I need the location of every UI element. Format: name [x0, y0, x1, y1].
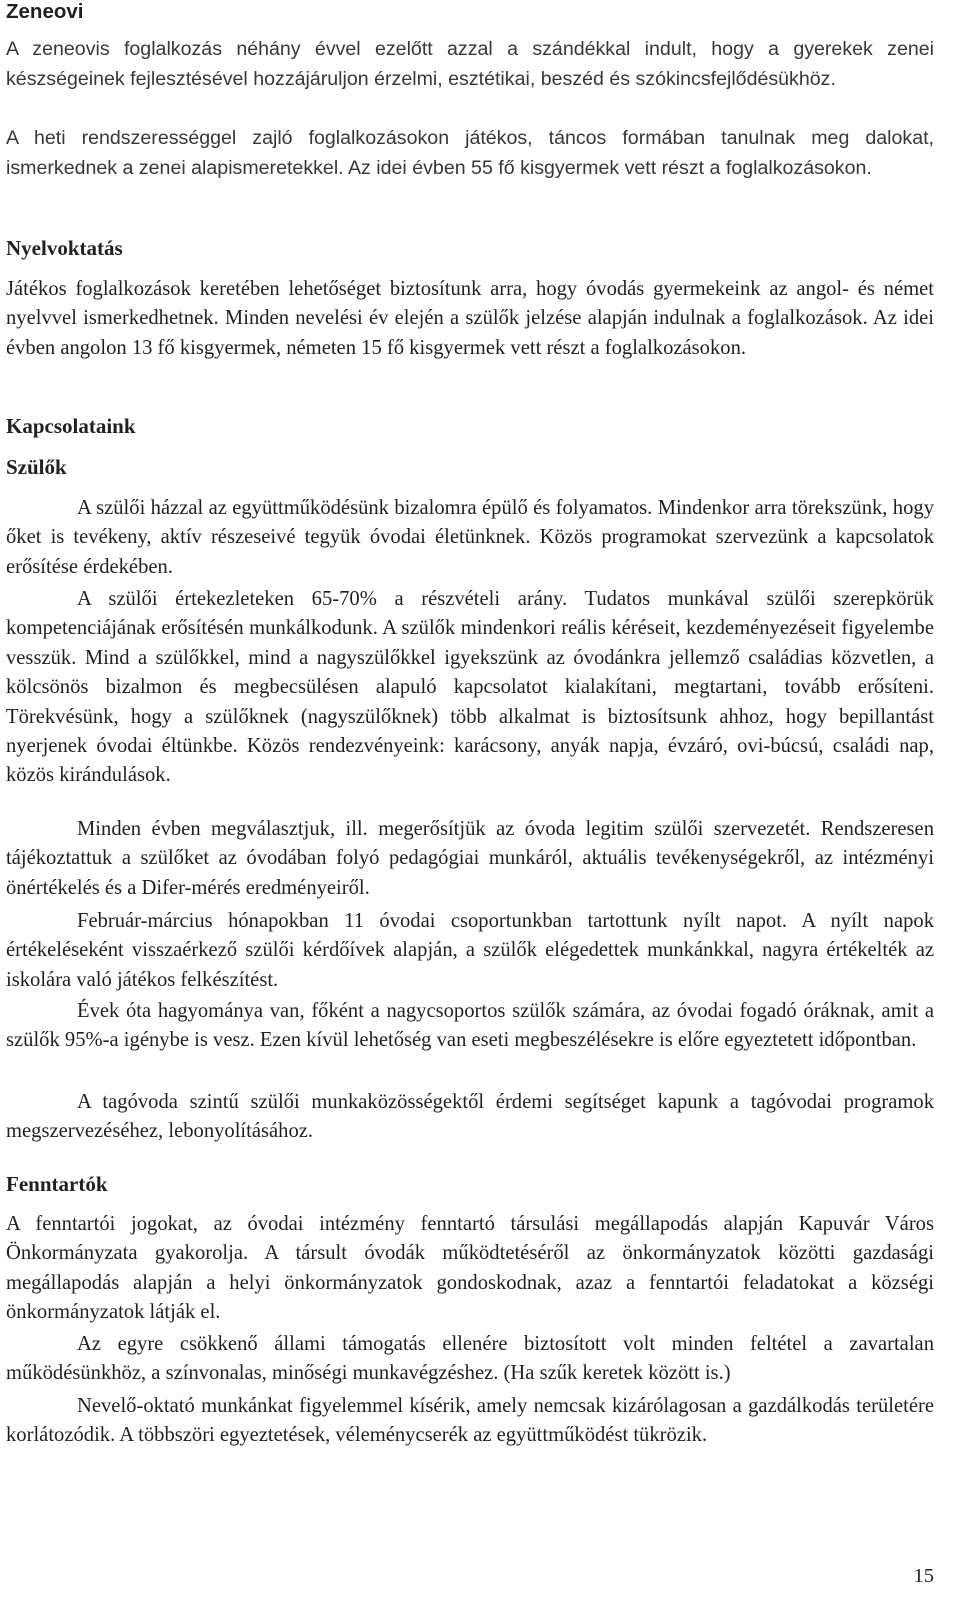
fenntartok-paragraph-2: [6, 1330, 934, 1389]
paragraph: Február-március hónapokban 11 óvodai csoportunkban tartottunk nyílt napot. A nyílt napok értékeléseként visszaérkező szülői kérdőívek alapján, a szülők elégedettek munkánkkal, nagyra értékelték az iskolára való játékos felkészítést.: [6, 910, 934, 991]
zeneovi-paragraph-1: [6, 35, 934, 94]
szulok-paragraph-1: [6, 494, 934, 582]
fenntartok-paragraph-3: [6, 1392, 934, 1451]
fenntartok-paragraph-1: [6, 1210, 934, 1328]
nyelvoktatas-paragraph-1: [6, 275, 934, 363]
paragraph: A fenntartói jogokat, az óvodai intézmény fenntartó társulási megállapodás alapján Kapuvár Város Önkormányzata gyakorolja. A társult óvodák működtetéséről az önkormányzatok közötti gazdasági megállapodás alapján a helyi önkormányzatok gondoskodnak, azaz a fenntartói feladatokat a községi önkormányzatok látják el.: [6, 1213, 934, 1324]
page-number: 15: [913, 1565, 934, 1587]
paragraph: Játékos foglalkozások keretében lehetőséget biztosítunk arra, hogy óvodás gyermekeink az angol- és német nyelvvel ismerkedhetnek. Minden nevelési év elején a szülők jelzése alapján indulnak a foglalkozások. Az idei évben angolon 13 fő kisgyermek, németen 15 fő kisgyermek vett részt a foglalkozásokon.: [6, 278, 934, 359]
paragraph: A szülői értekezleteken 65-70% a részvételi arány. Tudatos munkával szülői szerepkörük kompetenciájának erősítésén munkálkodunk. A szülők mindenkori reális kéréseit, kezdeményezéseit figyelembe vesszük. Mind a szülőkkel, mind a nagyszülőkkel igyekszünk az óvodánkra jellemző családias közvetlen, a kölcsönös bizalmon és megbecsülésen alapuló kapcsolatot kialakítani, megtartani, tovább erősíteni. Törekvésünk, hogy a szülőknek (nagyszülőknek) több alkalmat is biztosítsunk ahhoz, hogy bepillantást nyerjenek óvodai éltünkbe. Közös rendezvényeink: karácsony, anyák napja, évzáró, ovi-búcsú, családi nap, közös kirándulások.: [6, 588, 934, 787]
section-heading-nyelvoktatas: Nyelvoktatás: [6, 236, 123, 260]
paragraph: A tagóvoda szintű szülői munkaközösségektől érdemi segítséget kapunk a tagóvodai programok megszervezéséhez, lebonyolításához.: [6, 1091, 934, 1143]
paragraph: Nevelő-oktató munkánkat figyelemmel kísérik, amely nemcsak kizárólagosan a gazdálkodás területére korlátozódik. A többszöri egyeztetések, véleménycserék az együttműködést tükrözik.: [6, 1395, 934, 1447]
section-heading-zeneovi: Zeneovi: [6, 0, 84, 23]
section-heading-fenntartok: Fenntartók: [6, 1172, 108, 1196]
paragraph: A zeneovis foglalkozás néhány évvel ezelőtt azzal a szándékkal indult, hogy a gyerekek zenei készségeinek fejlesztésével hozzájáruljon érzelmi, esztétikai, beszéd és szókincsfejlődésükhöz.: [6, 38, 934, 90]
section-heading-kapcsolataink: Kapcsolataink: [6, 414, 136, 438]
paragraph: A szülői házzal az együttműködésünk bizalomra épülő és folyamatos. Mindenkor arra törekszünk, hogy őket is tevékeny, aktív részeseivé tegyük óvodai életünknek. Közös programokat szervezünk a kapcsolatok erősítése érdekében.: [6, 497, 934, 578]
paragraph: A heti rendszerességgel zajló foglalkozásokon játékos, táncos formában tanulnak meg dalokat, ismerkednek a zenei alapismeretekkel. Az idei évben 55 fő kisgyermek vett részt a foglalkozásokon.: [6, 127, 934, 179]
paragraph: Évek óta hagyománya van, főként a nagycsoportos szülők számára, az óvodai fogadó óráknak, amit a szülők 95%-a igénybe is vesz. Ezen kívül lehetőség van eseti megbeszélésekre is előre egyeztetett időpontban.: [6, 1000, 934, 1052]
szulok-paragraph-2: [6, 585, 934, 791]
szulok-paragraph-3: [6, 815, 934, 903]
subsection-heading-szulok: Szülők: [6, 455, 67, 479]
szulok-paragraph-6: [6, 1088, 934, 1147]
szulok-paragraph-4: [6, 907, 934, 995]
zeneovi-paragraph-2: [6, 124, 934, 183]
paragraph: Minden évben megválasztjuk, ill. megerősítjük az óvoda legitim szülői szervezetét. Rendszeresen tájékoztattuk a szülőket az óvodában folyó pedagógiai munkáról, aktuális tevékenységekről, az intézményi önértékelés és a Difer-mérés eredményeiről.: [6, 818, 934, 899]
paragraph: Az egyre csökkenő állami támogatás ellenére biztosított volt minden feltétel a zavartalan működésünkhöz, a színvonalas, minőségi munkavégzéshez. (Ha szűk keretek között is.): [6, 1333, 934, 1385]
szulok-paragraph-5: [6, 997, 934, 1056]
